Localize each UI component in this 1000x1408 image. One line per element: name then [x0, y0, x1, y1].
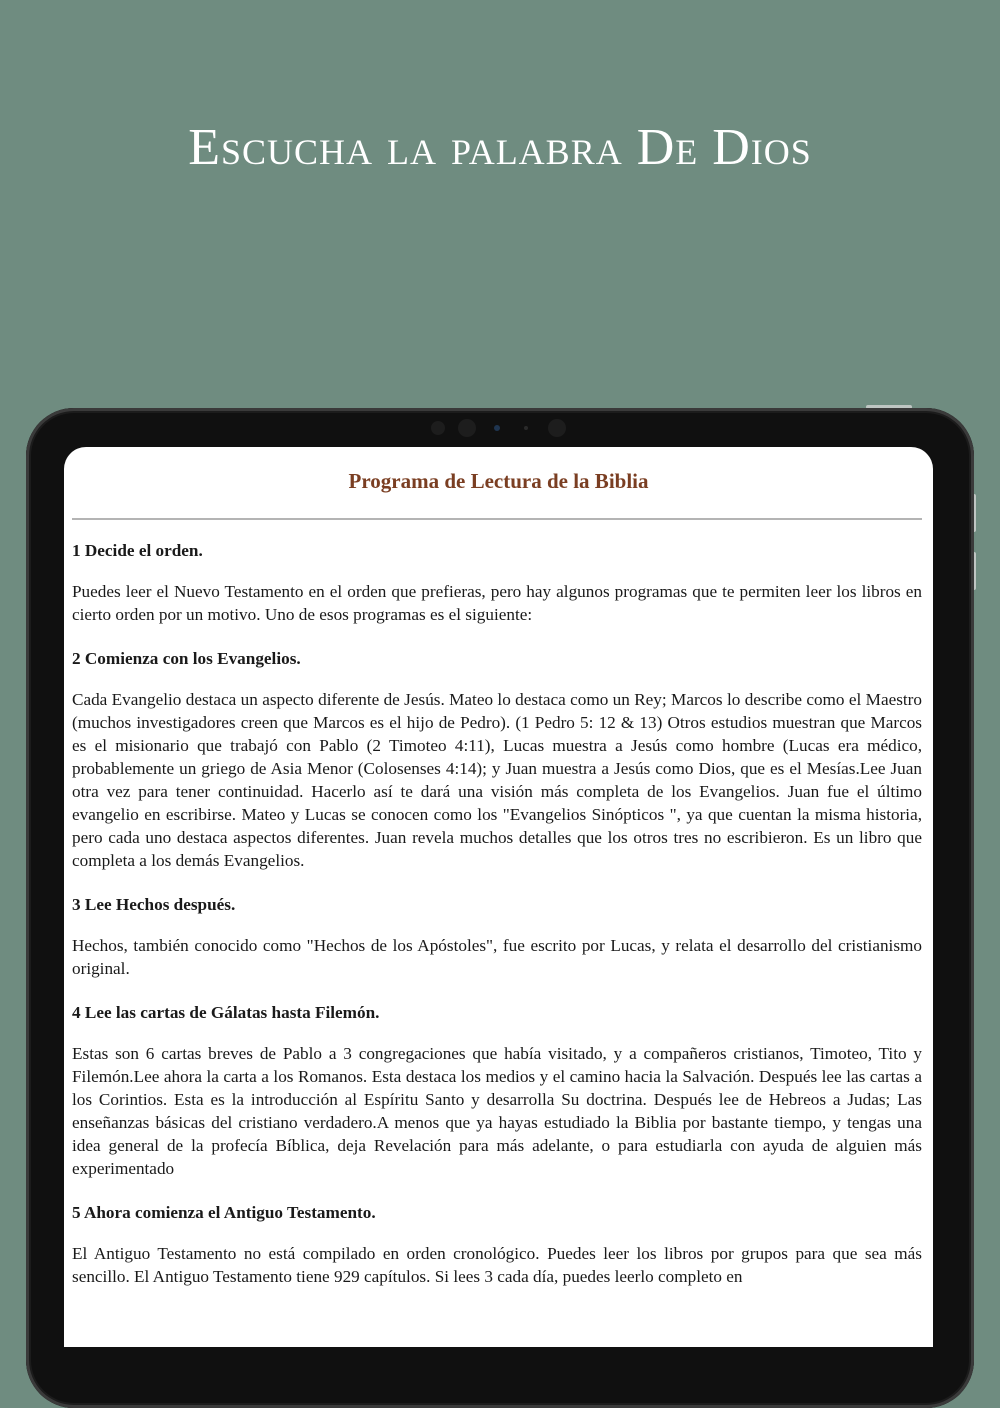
section-body-3: Hechos, también conocido como "Hechos de los Apóstoles", fue escrito por Lucas, y relata el desarrollo del cristianismo original.: [72, 936, 922, 978]
page-title: Programa de Lectura de la Biblia: [348, 469, 649, 493]
section-heading-5: 5 Ahora comienza el Antiguo Testamento.: [72, 1203, 376, 1222]
reading-content[interactable]: [72, 539, 922, 1309]
camera-lens-icon: [458, 419, 476, 437]
camera-indicator-icon: [494, 425, 500, 431]
section-heading-4: 4 Lee las cartas de Gálatas hasta Filemón.: [72, 1003, 380, 1022]
section-body-1: Puedes leer el Nuevo Testamento en el orden que prefieras, pero hay algunos programas que te permiten leer los libros en cierto orden por un motivo. Uno de esos programas es el siguiente:: [72, 582, 922, 624]
section-body-4: Estas son 6 cartas breves de Pablo a 3 congregaciones que había visitado, y a compañeros cristianos, Timoteo, Tito y Filemón.Lee ahora la carta a los Romanos. Esta destaca los medios y el camino hacia la Salvación. Después lee las cartas a los Corintios. Esta es la introducción al Espíritu Santo y desarrolla Su doctrina. Después lee de Hebreos a Judas; Las enseñanzas básicas del cristiano verdadero.A menos que ya hayas estudiado la Biblia por bastante tiempo, y tengas una idea general de la profecía Bíblica, deja Revelación para más adelante, o para estudiarla con ayuda de alguien más experimentado: [72, 1044, 922, 1178]
section-heading-2: 2 Comienza con los Evangelios.: [72, 649, 301, 668]
section-heading-3: 3 Lee Hechos después.: [72, 895, 236, 914]
promo-headline: Escucha la palabra De Dios: [188, 119, 812, 176]
section-body-5: El Antiguo Testamento no está compilado en orden cronológico. Puedes leer los libros por grupos para que sea más sencillo. El Antiguo Testamento tiene 929 capítulos. Si lees 3 cada día, puedes leerlo completo en: [72, 1244, 922, 1286]
section-heading-1: 1 Decide el orden.: [72, 541, 203, 560]
app-screen[interactable]: [64, 447, 933, 1347]
title-divider: [72, 518, 922, 520]
camera-sensor-icon: [431, 421, 445, 435]
camera-lens-icon: [548, 419, 566, 437]
camera-dot-icon: [524, 426, 528, 430]
section-body-2: Cada Evangelio destaca un aspecto diferente de Jesús. Mateo lo destaca como un Rey; Marcos lo describe como el Maestro (muchos investigadores creen que Marcos es el hijo de Pedro). (1 Pedro 5: 12 & 13) Otros estudios muestran que Marcos es el misionario que trabajó con Pablo (2 Timoteo 4:11), Lucas muestra a Jesús como hombre (Lucas era médico, probablemente un griego de Asia Menor (Colosenses 4:14); y Juan muestra a Jesús como Dios, que es el Mesías.Lee Juan otra vez para tener continuidad. Hacerlo así te dará una visión más completa de los Evangelios. Juan fue el último evangelio en escribirse. Mateo y Lucas se conocen como los "Evangelios Sinópticos ", ya que cuentan la misma historia, pero cada uno destaca aspectos diferentes. Juan revela muchos detalles que los otros tres no escribieron. Es un libro que completa a los demás Evangelios.: [72, 690, 922, 870]
